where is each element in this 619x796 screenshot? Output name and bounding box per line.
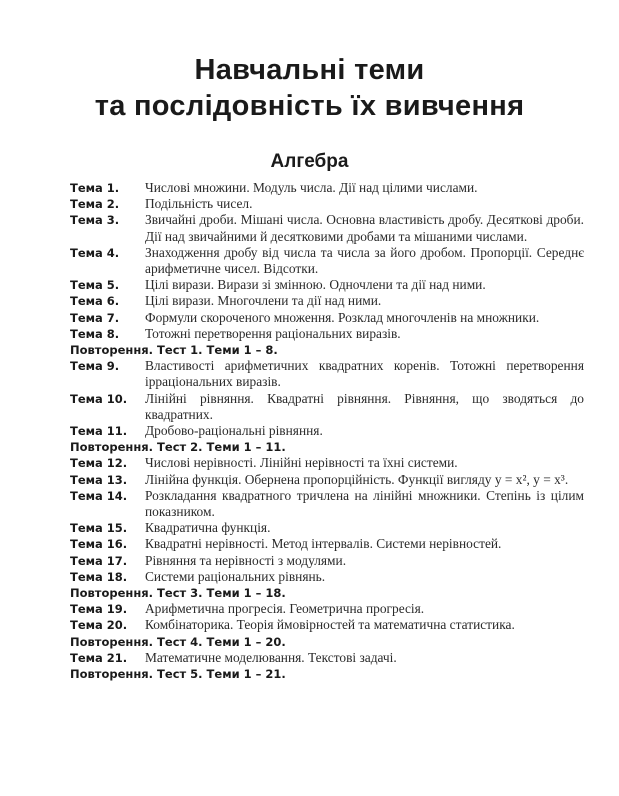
topic-text: Розкладання квадратного тричлена на лінійні множники. Степінь із цілим показником. — [145, 487, 584, 520]
topic-label: Тема 7. — [70, 310, 120, 325]
page-title-line-1: Навчальні теми — [194, 54, 425, 86]
topic-row — [70, 569, 584, 585]
topic-row — [70, 196, 584, 212]
topic-row — [70, 245, 584, 277]
topic-text: Звичайні дроби. Мішані числа. Основна властивість дробу. Десяткові дроби. Дії над звичайними й десятковими дробами та мішаними числами. — [145, 212, 584, 244]
topic-row — [70, 488, 584, 520]
topic-label: Тема 11. — [70, 424, 128, 439]
topic-label: Тема 13. — [70, 472, 128, 487]
topic-text: Цілі вирази. Вирази зі змінною. Одночлени та дії над ними. — [145, 277, 486, 293]
topic-row — [70, 310, 584, 326]
page-title-line-2: та послідовність їх вивчення — [94, 90, 525, 122]
topic-text: Властивості арифметичних квадратних коренів. Тотожні перетворення ірраціональних виразів. — [145, 358, 584, 390]
topic-label: Тема 8. — [70, 326, 120, 341]
topic-text: Цілі вирази. Многочлени та дії над ними. — [145, 293, 382, 309]
review-test-row: Повторення. Тест 1. Теми 1 – 8. — [70, 343, 278, 358]
topic-label: Тема 17. — [70, 553, 128, 568]
topic-row — [70, 455, 584, 471]
topic-label: Тема 9. — [70, 359, 120, 374]
topic-text: Знаходження дробу від числа та числа за його дробом. Пропорції. Середнє арифметичне чисел. Відсотки. — [145, 244, 584, 277]
topic-label: Тема 16. — [70, 537, 128, 552]
topic-row — [70, 553, 584, 569]
topic-label: Тема 18. — [70, 569, 128, 584]
topic-text: Системи раціональних рівнянь. — [145, 568, 326, 584]
topic-text: Числові множини. Модуль числа. Дії над цілими числами. — [145, 180, 478, 195]
topic-row — [70, 180, 584, 196]
topic-label: Тема 12. — [70, 456, 128, 471]
topic-text: Подільність чисел. — [145, 196, 253, 212]
topic-row — [70, 617, 584, 633]
topic-row — [70, 391, 584, 423]
page-title — [0, 52, 619, 124]
topic-label: Тема 1. — [70, 181, 120, 195]
topic-row — [70, 536, 584, 552]
topic-label: Тема 3. — [70, 213, 120, 228]
topic-text: Формули скороченого множення. Розклад многочленів на множники. — [145, 309, 540, 325]
topic-label: Тема 10. — [70, 391, 128, 406]
review-test-row: Повторення. Тест 3. Теми 1 – 18. — [70, 586, 286, 601]
topic-row — [70, 277, 584, 293]
section-title-algebra: Алгебра — [270, 151, 349, 172]
review-test-row: Повторення. Тест 4. Теми 1 – 20. — [70, 634, 286, 649]
topic-text: Лінійні рівняння. Квадратні рівняння. Рівняння, що зводяться до квадратних. — [145, 390, 584, 422]
topic-label: Тема 6. — [70, 294, 120, 309]
topic-row — [70, 358, 584, 390]
topic-row — [70, 326, 584, 342]
topic-row — [70, 293, 584, 309]
topic-text: Лінійна функція. Обернена пропорційність. Функції вигляду y = x², y = x³. — [145, 471, 569, 487]
topic-text: Квадратична функція. — [145, 520, 271, 536]
topic-label: Тема 14. — [70, 488, 128, 503]
topic-text: Комбінаторика. Теорія ймовірностей та математична статистика. — [145, 617, 515, 633]
topic-text: Рівняння та нерівності з модулями. — [145, 552, 347, 568]
topic-label: Тема 15. — [70, 521, 128, 536]
topic-text: Тотожні перетворення раціональних виразів. — [145, 325, 401, 341]
topic-label: Тема 5. — [70, 278, 120, 293]
topic-row — [70, 212, 584, 244]
topic-label: Тема 21. — [70, 650, 128, 665]
topic-label: Тема 4. — [70, 245, 120, 260]
topic-label: Тема 19. — [70, 602, 128, 617]
topic-row — [70, 601, 584, 617]
topic-row — [70, 520, 584, 536]
review-test-row: Повторення. Тест 2. Теми 1 – 11. — [70, 440, 286, 455]
topic-text: Арифметична прогресія. Геометрична прогресія. — [145, 601, 425, 617]
topic-text: Числові нерівності. Лінійні нерівності та їхні системи. — [145, 455, 458, 471]
review-test-row: Повторення. Тест 5. Теми 1 – 21. — [70, 667, 286, 682]
topic-text: Квадратні нерівності. Метод інтервалів. Системи нерівностей. — [145, 536, 502, 552]
topic-label: Тема 20. — [70, 618, 128, 633]
topic-text: Дробово-раціональні рівняння. — [145, 423, 323, 439]
topic-list — [70, 180, 584, 682]
topic-text: Математичне моделювання. Текстові задачі. — [145, 649, 397, 665]
topic-row — [70, 472, 584, 488]
topic-row — [70, 423, 584, 439]
topic-row — [70, 650, 584, 666]
topic-label: Тема 2. — [70, 197, 120, 212]
